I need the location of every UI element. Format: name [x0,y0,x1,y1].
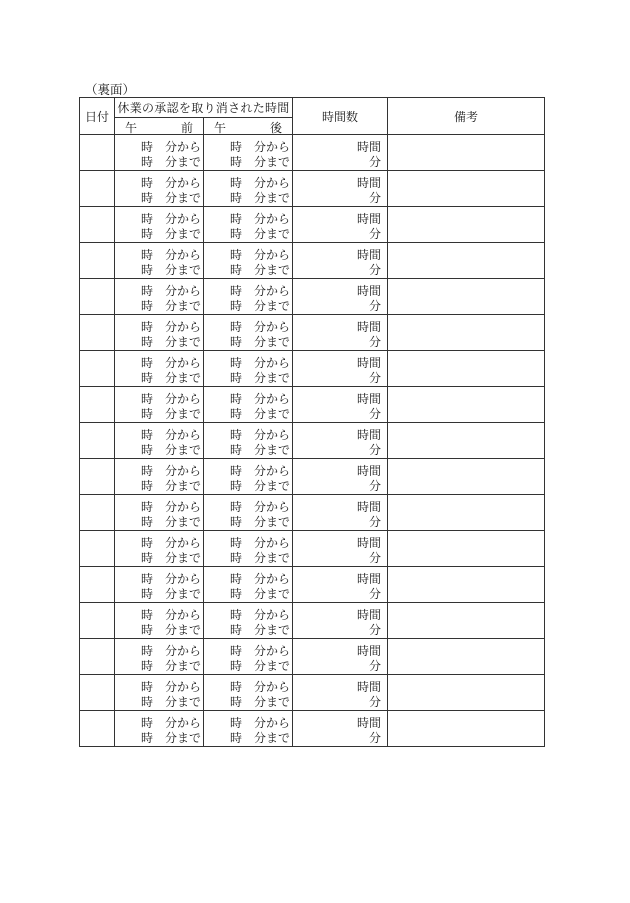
from-minute-label: 分から [254,428,291,442]
hour-label: 時 [141,407,154,421]
remarks-cell[interactable] [388,171,545,207]
to-minute-label: 分まで [254,443,291,457]
table-row [80,675,545,711]
hour-label: 時 [141,155,154,169]
hour-label: 時 [141,695,154,709]
remarks-cell[interactable] [388,387,545,423]
remarks-cell[interactable] [388,315,545,351]
hour-label: 時 [141,572,154,586]
from-minute-label: 分から [254,140,291,154]
duration-hours-label: 時間 [357,464,382,478]
date-cell[interactable] [80,495,115,531]
pm-time-cell[interactable] [204,711,293,747]
duration-hours-label: 時間 [357,428,382,442]
remarks-cell[interactable] [388,207,545,243]
hours-count-cell[interactable] [293,387,388,423]
hour-label: 時 [230,176,243,190]
duration-hours-label: 時間 [357,176,382,190]
hour-label: 時 [141,263,154,277]
table-row [80,603,545,639]
from-minute-label: 分から [165,356,202,370]
date-cell[interactable] [80,711,115,747]
am-time-cell[interactable] [115,531,204,567]
hour-label: 時 [141,479,154,493]
hour-label: 時 [230,320,243,334]
to-minute-label: 分まで [165,407,202,421]
table-row [80,495,545,531]
hour-label: 時 [230,212,243,226]
from-minute-label: 分から [165,140,202,154]
duration-hours-label: 時間 [357,572,382,586]
hours-count-cell[interactable] [293,279,388,315]
remarks-cell[interactable] [388,243,545,279]
to-minute-label: 分まで [254,551,291,565]
remarks-cell[interactable] [388,135,545,171]
hour-label: 時 [230,731,243,745]
from-minute-label: 分から [165,176,202,190]
hour-label: 時 [141,659,154,673]
am-time-cell[interactable] [115,711,204,747]
duration-minutes-label: 分 [369,551,382,565]
remarks-cell[interactable] [388,711,545,747]
am-time-cell[interactable] [115,243,204,279]
duration-minutes-label: 分 [369,371,382,385]
hour-label: 時 [141,608,154,622]
am-time-cell[interactable] [115,495,204,531]
to-minute-label: 分まで [165,227,202,241]
date-cell[interactable] [80,459,115,495]
duration-minutes-label: 分 [369,227,382,241]
hour-label: 時 [230,356,243,370]
am-time-cell[interactable] [115,135,204,171]
pm-time-cell[interactable] [204,675,293,711]
to-minute-label: 分まで [165,335,202,349]
pm-time-cell[interactable] [204,279,293,315]
am-time-cell[interactable] [115,459,204,495]
to-minute-label: 分まで [254,587,291,601]
date-cell[interactable] [80,675,115,711]
hour-label: 時 [141,716,154,730]
am-header-left: 午 [125,121,138,135]
pm-header-right: 後 [270,121,283,135]
hour-label: 時 [230,392,243,406]
to-minute-label: 分まで [165,299,202,313]
hour-label: 時 [141,464,154,478]
from-minute-label: 分から [254,716,291,730]
hour-label: 時 [141,551,154,565]
page-side-caption: （裏面） [85,82,136,97]
table-row [80,639,545,675]
duration-minutes-label: 分 [369,299,382,313]
suspension-record-table [79,97,545,747]
pm-time-cell[interactable] [204,603,293,639]
hours-count-cell[interactable] [293,171,388,207]
duration-hours-label: 時間 [357,320,382,334]
from-minute-label: 分から [254,284,291,298]
hour-label: 時 [230,644,243,658]
hours-count-cell[interactable] [293,567,388,603]
table-header-row [80,98,545,118]
am-time-cell[interactable] [115,603,204,639]
duration-minutes-label: 分 [369,659,382,673]
hours-count-header: 時間数 [293,98,388,135]
remarks-cell[interactable] [388,567,545,603]
from-minute-label: 分から [254,464,291,478]
date-cell[interactable] [80,639,115,675]
hours-count-cell[interactable] [293,639,388,675]
duration-minutes-label: 分 [369,335,382,349]
to-minute-label: 分まで [165,443,202,457]
to-minute-label: 分まで [254,155,291,169]
remarks-cell[interactable] [388,675,545,711]
revoked-time-header: 休業の承認を取り消された時間 [115,98,293,118]
pm-header-left: 午 [214,121,227,135]
duration-hours-label: 時間 [357,608,382,622]
hours-count-cell[interactable] [293,315,388,351]
pm-time-cell[interactable] [204,351,293,387]
to-minute-label: 分まで [165,371,202,385]
date-cell[interactable] [80,387,115,423]
from-minute-label: 分から [165,320,202,334]
remarks-cell[interactable] [388,459,545,495]
from-minute-label: 分から [165,644,202,658]
duration-minutes-label: 分 [369,263,382,277]
duration-hours-label: 時間 [357,140,382,154]
date-cell[interactable] [80,207,115,243]
duration-minutes-label: 分 [369,695,382,709]
am-time-cell[interactable] [115,423,204,459]
duration-minutes-label: 分 [369,515,382,529]
am-time-cell[interactable] [115,171,204,207]
to-minute-label: 分まで [165,263,202,277]
hour-label: 時 [230,551,243,565]
hour-label: 時 [230,227,243,241]
to-minute-label: 分まで [165,155,202,169]
to-minute-label: 分まで [254,623,291,637]
hour-label: 時 [230,155,243,169]
duration-minutes-label: 分 [369,443,382,457]
from-minute-label: 分から [254,320,291,334]
pm-time-cell[interactable] [204,387,293,423]
from-minute-label: 分から [254,176,291,190]
hour-label: 時 [141,623,154,637]
to-minute-label: 分まで [254,371,291,385]
hours-count-cell[interactable] [293,675,388,711]
hour-label: 時 [230,572,243,586]
remarks-cell[interactable] [388,495,545,531]
hour-label: 時 [230,716,243,730]
hour-label: 時 [141,212,154,226]
duration-hours-label: 時間 [357,680,382,694]
am-time-cell[interactable] [115,315,204,351]
duration-minutes-label: 分 [369,407,382,421]
table-row [80,531,545,567]
from-minute-label: 分から [165,464,202,478]
hours-count-cell[interactable] [293,351,388,387]
hour-label: 時 [230,335,243,349]
table-row [80,459,545,495]
pm-time-cell[interactable] [204,567,293,603]
hour-label: 時 [230,428,243,442]
table-row [80,423,545,459]
hour-label: 時 [141,515,154,529]
to-minute-label: 分まで [165,659,202,673]
remarks-cell[interactable] [388,531,545,567]
duration-minutes-label: 分 [369,623,382,637]
am-time-cell[interactable] [115,639,204,675]
hours-count-cell[interactable] [293,603,388,639]
to-minute-label: 分まで [165,587,202,601]
hour-label: 時 [141,320,154,334]
hour-label: 時 [141,299,154,313]
to-minute-label: 分まで [165,191,202,205]
date-cell[interactable] [80,243,115,279]
am-time-cell[interactable] [115,675,204,711]
from-minute-label: 分から [165,392,202,406]
to-minute-label: 分まで [254,191,291,205]
duration-minutes-label: 分 [369,587,382,601]
duration-hours-label: 時間 [357,500,382,514]
to-minute-label: 分まで [254,335,291,349]
to-minute-label: 分まで [165,515,202,529]
to-minute-label: 分まで [165,551,202,565]
hour-label: 時 [230,695,243,709]
remarks-cell[interactable] [388,639,545,675]
hour-label: 時 [141,191,154,205]
date-cell[interactable] [80,567,115,603]
date-cell[interactable] [80,315,115,351]
pm-header [204,118,293,135]
date-cell[interactable] [80,603,115,639]
hour-label: 時 [230,515,243,529]
from-minute-label: 分から [165,248,202,262]
hour-label: 時 [141,356,154,370]
duration-minutes-label: 分 [369,731,382,745]
duration-hours-label: 時間 [357,536,382,550]
hour-label: 時 [141,428,154,442]
pm-time-cell[interactable] [204,495,293,531]
to-minute-label: 分まで [254,299,291,313]
table-row [80,567,545,603]
table-row [80,243,545,279]
from-minute-label: 分から [165,608,202,622]
duration-minutes-label: 分 [369,479,382,493]
hour-label: 時 [230,680,243,694]
am-time-cell[interactable] [115,387,204,423]
date-cell[interactable] [80,531,115,567]
hour-label: 時 [230,299,243,313]
from-minute-label: 分から [254,572,291,586]
from-minute-label: 分から [165,680,202,694]
date-cell[interactable] [80,351,115,387]
am-time-cell[interactable] [115,567,204,603]
pm-time-cell[interactable] [204,423,293,459]
hour-label: 時 [141,284,154,298]
hour-label: 時 [230,140,243,154]
from-minute-label: 分から [165,536,202,550]
hour-label: 時 [230,263,243,277]
remarks-cell[interactable] [388,351,545,387]
hour-label: 時 [230,479,243,493]
table-row [80,315,545,351]
table-row [80,171,545,207]
remarks-cell[interactable] [388,279,545,315]
hours-count-cell[interactable] [293,207,388,243]
from-minute-label: 分から [165,212,202,226]
date-cell[interactable] [80,135,115,171]
hours-count-cell[interactable] [293,711,388,747]
table-row [80,711,545,747]
hour-label: 時 [230,536,243,550]
remarks-cell[interactable] [388,423,545,459]
am-header [115,118,204,135]
hour-label: 時 [141,176,154,190]
hours-count-cell[interactable] [293,495,388,531]
pm-time-cell[interactable] [204,639,293,675]
hour-label: 時 [230,248,243,262]
from-minute-label: 分から [254,392,291,406]
from-minute-label: 分から [254,644,291,658]
pm-time-cell[interactable] [204,207,293,243]
to-minute-label: 分まで [254,407,291,421]
pm-time-cell[interactable] [204,243,293,279]
to-minute-label: 分まで [165,623,202,637]
hour-label: 時 [141,731,154,745]
hour-label: 時 [141,680,154,694]
hour-label: 時 [141,500,154,514]
from-minute-label: 分から [165,716,202,730]
hours-count-cell[interactable] [293,423,388,459]
pm-time-cell[interactable] [204,531,293,567]
from-minute-label: 分から [254,536,291,550]
remarks-header: 備考 [388,98,545,135]
hour-label: 時 [141,371,154,385]
table-row [80,279,545,315]
hour-label: 時 [141,587,154,601]
pm-time-cell[interactable] [204,135,293,171]
to-minute-label: 分まで [165,695,202,709]
hours-count-cell[interactable] [293,135,388,171]
to-minute-label: 分まで [254,659,291,673]
from-minute-label: 分から [254,248,291,262]
hour-label: 時 [230,500,243,514]
to-minute-label: 分まで [254,227,291,241]
hour-label: 時 [230,191,243,205]
pm-time-cell[interactable] [204,459,293,495]
duration-hours-label: 時間 [357,392,382,406]
hours-count-cell[interactable] [293,531,388,567]
hour-label: 時 [230,284,243,298]
am-header-right: 前 [180,121,193,135]
hour-label: 時 [141,536,154,550]
hour-label: 時 [141,248,154,262]
hours-count-cell[interactable] [293,243,388,279]
to-minute-label: 分まで [254,695,291,709]
from-minute-label: 分から [165,428,202,442]
hour-label: 時 [230,659,243,673]
hour-label: 時 [230,407,243,421]
duration-minutes-label: 分 [369,155,382,169]
hour-label: 時 [141,392,154,406]
duration-hours-label: 時間 [357,716,382,730]
from-minute-label: 分から [254,212,291,226]
remarks-cell[interactable] [388,603,545,639]
am-time-cell[interactable] [115,279,204,315]
hours-count-cell[interactable] [293,459,388,495]
hour-label: 時 [230,608,243,622]
table-row [80,387,545,423]
table-row [80,351,545,387]
duration-hours-label: 時間 [357,284,382,298]
to-minute-label: 分まで [165,731,202,745]
hour-label: 時 [230,371,243,385]
hour-label: 時 [230,623,243,637]
am-time-cell[interactable] [115,207,204,243]
from-minute-label: 分から [254,356,291,370]
hour-label: 時 [141,140,154,154]
from-minute-label: 分から [165,284,202,298]
pm-time-cell[interactable] [204,171,293,207]
duration-minutes-label: 分 [369,191,382,205]
hour-label: 時 [141,335,154,349]
to-minute-label: 分まで [254,479,291,493]
hour-label: 時 [230,464,243,478]
hour-label: 時 [141,644,154,658]
date-cell[interactable] [80,423,115,459]
hour-label: 時 [230,443,243,457]
pm-time-cell[interactable] [204,315,293,351]
to-minute-label: 分まで [254,731,291,745]
to-minute-label: 分まで [254,515,291,529]
from-minute-label: 分から [254,608,291,622]
duration-hours-label: 時間 [357,248,382,262]
date-cell[interactable] [80,279,115,315]
table-row [80,207,545,243]
duration-hours-label: 時間 [357,356,382,370]
from-minute-label: 分から [254,680,291,694]
from-minute-label: 分から [254,500,291,514]
hour-label: 時 [141,443,154,457]
to-minute-label: 分まで [165,479,202,493]
duration-hours-label: 時間 [357,644,382,658]
am-time-cell[interactable] [115,351,204,387]
to-minute-label: 分まで [254,263,291,277]
table-row [80,135,545,171]
date-cell[interactable] [80,171,115,207]
hour-label: 時 [141,227,154,241]
from-minute-label: 分から [165,572,202,586]
hour-label: 時 [230,587,243,601]
date-header: 日付 [80,98,115,135]
from-minute-label: 分から [165,500,202,514]
duration-hours-label: 時間 [357,212,382,226]
